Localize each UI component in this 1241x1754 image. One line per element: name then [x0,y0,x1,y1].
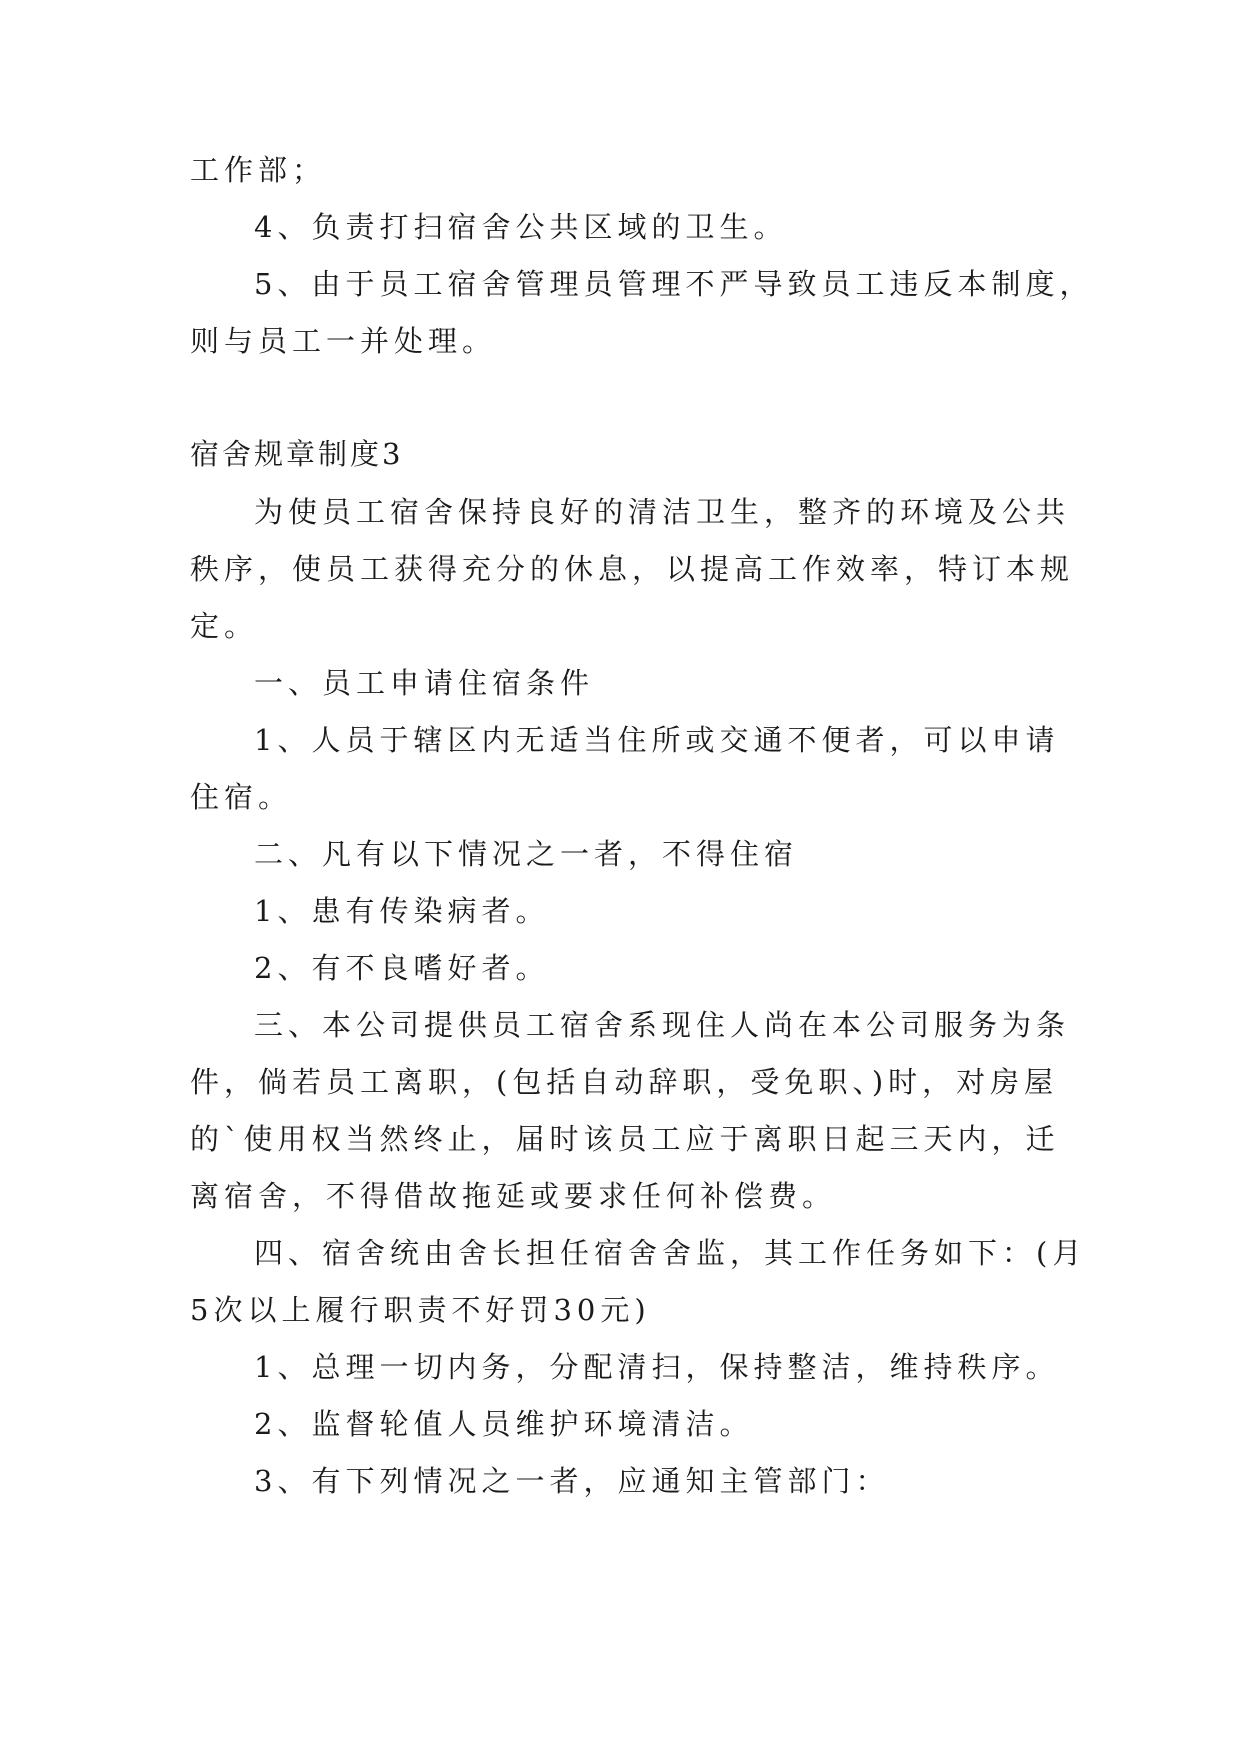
text-line: 定。 [190,609,259,643]
text-line: 1、人员于辖区内无适当住所或交通不便者，可以申请 [254,723,1060,757]
text-line: 二、凡有以下情况之一者，不得住宿 [254,837,799,871]
text-line: 件，倘若员工离职，(包括自动辞职，受免职、)时，对房屋 [190,1065,1059,1099]
text-line: 5次以上履行职责不好罚30元) [190,1293,651,1327]
text-line: 4、负责打扫宿舍公共区域的卫生。 [254,210,788,244]
text-line: 为使员工宿舍保持良好的清洁卫生，整齐的环境及公共 [254,495,1071,529]
text-line: 2、有不良嗜好者。 [254,951,550,985]
text-line: 则与员工一并处理。 [190,324,497,358]
text-line: 四、宿舍统由舍长担任宿舍舍监，其工作任务如下：(月 [254,1236,1087,1270]
text-line: 1、总理一切内务，分配清扫，保持整洁，维持秩序。 [254,1350,1060,1384]
text-line: 3、有下列情况之一者，应通知主管部门： [254,1464,890,1498]
section-heading: 宿舍规章制度3 [190,437,404,471]
text-line: 5、由于员工宿舍管理员管理不严导致员工违反本制度， [254,267,1094,301]
text-line: 三、本公司提供员工宿舍系现住人尚在本公司服务为条 [254,1008,1071,1042]
text-line: 工作部； [190,153,327,187]
text-line: 的`使用权当然终止，届时该员工应于离职日起三天内，迁 [190,1122,1060,1156]
text-line: 住宿。 [190,780,293,814]
text-line: 秩序，使员工获得充分的休息，以提高工作效率，特订本规 [190,552,1075,586]
text-line: 离宿舍，不得借故拖延或要求任何补偿费。 [190,1179,837,1213]
text-line: 2、监督轮值人员维护环境清洁。 [254,1407,754,1441]
text-line: 1、患有传染病者。 [254,894,550,928]
text-line: 一、员工申请住宿条件 [254,666,595,700]
